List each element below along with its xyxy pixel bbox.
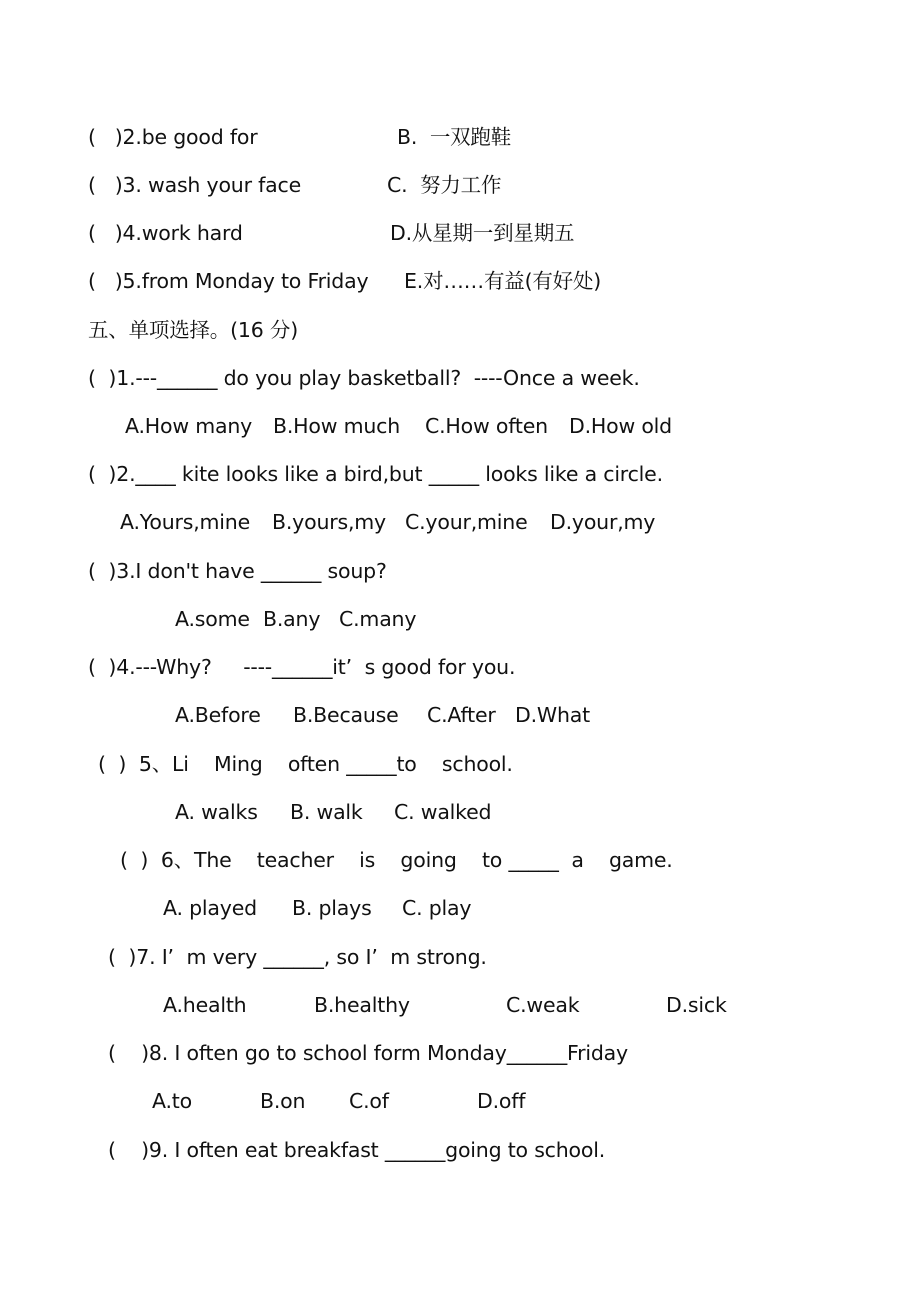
matching-question: ( )4.work hard [88,221,243,245]
answer-option: C.many [339,607,417,631]
answer-option: B.Because [293,703,399,727]
question-stem: ( )7. I’ m very ______, so I’ m strong. [108,945,487,969]
question-stem: ( ) 6、The teacher is going to _____ a game. [120,848,673,872]
question-stem: ( )3.I don't have ______ soup? [88,559,387,583]
answer-option: D.What [515,703,590,727]
answer-option: D.How old [569,414,672,438]
question-stem: ( )9. I often eat breakfast ______going to school. [108,1138,606,1162]
answer-option: A.to [152,1089,192,1113]
section-title: 五、单项选择。(16 分) [88,318,298,342]
answer-option: B.How much [273,414,401,438]
answer-option: A. played [163,896,257,920]
question-stem: ( )2.____ kite looks like a bird,but _____ looks like a circle. [88,462,663,486]
answer-option: A.Yours,mine [120,510,251,534]
answer-option: D.your,my [550,510,656,534]
answer-option: C.your,mine [405,510,528,534]
answer-option: D.off [477,1089,526,1113]
answer-option: A.some [175,607,250,631]
answer-option: A.Before [175,703,261,727]
matching-question: ( )3. wash your face [88,173,302,197]
matching-answer: C. 努力工作 [387,173,502,197]
answer-option: B. plays [292,896,372,920]
answer-option: D.sick [666,993,727,1017]
answer-option: C.How often [425,414,548,438]
answer-option: A.health [163,993,247,1017]
question-stem: ( )1.---______ do you play basketball? ----Once a week. [88,366,640,390]
answer-option: A. walks [175,800,258,824]
answer-option: B.any [263,607,321,631]
answer-option: A.How many [125,414,253,438]
answer-option: B.yours,my [272,510,386,534]
answer-option: C.After [427,703,496,727]
answer-option: B.healthy [314,993,410,1017]
question-stem: ( ) 5、Li Ming often _____to school. [98,752,513,776]
answer-option: C. walked [394,800,492,824]
answer-option: C.weak [506,993,580,1017]
answer-option: C. play [402,896,472,920]
matching-question: ( )5.from Monday to Friday [88,269,369,293]
matching-answer: E.对……有益(有好处) [404,269,602,293]
answer-option: C.of [349,1089,389,1113]
matching-question: ( )2.be good for [88,125,258,149]
answer-option: B.on [260,1089,306,1113]
question-stem: ( )8. I often go to school form Monday______Friday [108,1041,628,1065]
matching-answer: D.从星期一到星期五 [390,221,575,245]
matching-answer: B. 一双跑鞋 [397,125,512,149]
question-stem: ( )4.---Why? ----______it’ s good for you. [88,655,516,679]
answer-option: B. walk [290,800,363,824]
